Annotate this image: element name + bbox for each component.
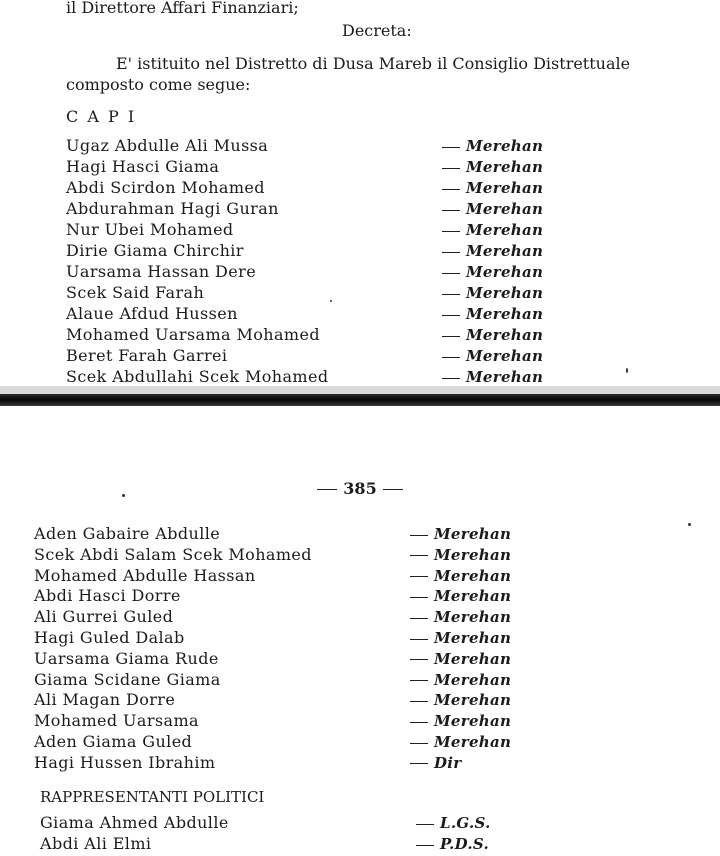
dash (442, 336, 460, 337)
dash (410, 659, 428, 660)
section-title-politici: RAPPRESENTANTI POLITICI (40, 788, 265, 806)
council-member-affiliation-label: Merehan (434, 691, 512, 710)
capi-member-affiliation (442, 157, 543, 177)
council-member-name: Giama Scidane Giama (34, 669, 221, 689)
council-member-affiliation-label: Merehan (434, 525, 512, 543)
dash (410, 535, 428, 536)
dash (442, 147, 460, 148)
council-member-affiliation (410, 732, 511, 752)
speck (122, 494, 125, 497)
council-member-name: Ali Magan Dorre (34, 690, 176, 710)
council-member-affiliation (410, 586, 511, 606)
dash (442, 210, 460, 211)
council-member-affiliation (410, 628, 511, 648)
capi-member-affiliation-label: Merehan (466, 242, 544, 260)
dash (416, 824, 434, 825)
dash (442, 294, 460, 295)
capi-member-name: Dirie Giama Chirchir (66, 241, 244, 260)
capi-member-affiliation-label: Merehan (466, 200, 544, 218)
dash (410, 576, 428, 577)
dash (410, 639, 428, 640)
political-member-affiliation-label: L.G.S. (440, 814, 491, 832)
council-member-affiliation-label: Merehan (434, 712, 512, 731)
dash (410, 743, 428, 744)
dash (442, 357, 460, 358)
capi-member-affiliation-label: Merehan (466, 221, 544, 239)
capi-member-affiliation-label: Merehan (466, 368, 544, 386)
council-member-affiliation-label: Merehan (434, 733, 512, 751)
dash (410, 680, 428, 681)
council-member-affiliation (410, 690, 511, 710)
capi-member-name: Abdi Scirdon Mohamed (66, 178, 265, 197)
capi-member-affiliation (442, 304, 543, 324)
page-number-value: 385 (343, 479, 377, 498)
council-member-name: Abdi Hasci Dorre (34, 586, 181, 606)
council-member-affiliation-label: Merehan (434, 670, 512, 689)
capi-member-affiliation-label: Merehan (466, 347, 544, 365)
political-member-name: Giama Ahmed Abdulle (40, 813, 229, 832)
capi-member-affiliation (442, 367, 543, 387)
capi-member-affiliation (442, 283, 543, 303)
council-member-affiliation (410, 753, 462, 773)
dash (442, 273, 460, 274)
dash (410, 763, 428, 764)
capi-member-affiliation (442, 178, 543, 198)
capi-member-name: Alaue Afdud Hussen (66, 304, 238, 323)
capi-member-affiliation-label: Merehan (466, 137, 544, 155)
paragraph-line-1: E' istituito nel Distretto di Dusa Mareb il Consiglio Distrettuale (116, 54, 631, 73)
page-number (0, 479, 720, 498)
council-member-name: Uarsama Giama Rude (34, 648, 219, 668)
council-member-affiliation (410, 711, 511, 731)
capi-member-name: Ugaz Abdulle Ali Mussa (66, 136, 269, 155)
council-member-affiliation-label: Merehan (434, 629, 512, 647)
political-member-affiliation (416, 834, 489, 854)
council-member-affiliation (410, 566, 511, 586)
capi-member-affiliation (442, 199, 543, 219)
speck (688, 523, 691, 526)
council-member-name: Hagi Guled Dalab (34, 628, 185, 647)
capi-member-affiliation (442, 241, 543, 261)
council-member-affiliation-label: Merehan (434, 608, 512, 627)
dash (442, 231, 460, 232)
speck (330, 300, 332, 302)
capi-member-affiliation (442, 346, 543, 366)
council-member-affiliation-label: Merehan (434, 545, 512, 564)
section-title-capi: C A P I (66, 107, 137, 126)
capi-member-name: Beret Farah Garrei (66, 346, 228, 365)
capi-member-affiliation-label: Merehan (466, 305, 544, 323)
decreta-heading: Decreta: (342, 21, 412, 40)
council-member-affiliation-label: Merehan (434, 649, 512, 668)
council-member-name: Scek Abdi Salam Scek Mohamed (34, 544, 312, 564)
political-member-affiliation (416, 813, 491, 833)
political-member-affiliation-label: P.D.S. (440, 835, 490, 853)
capi-member-affiliation (442, 325, 543, 345)
council-member-affiliation (410, 670, 511, 690)
dash (410, 701, 428, 702)
paragraph-line-2: composto come segue: (66, 75, 251, 94)
capi-member-name: Scek Abdullahi Scek Mohamed (66, 367, 329, 386)
page-break-edge (0, 394, 720, 406)
page-number-dash-left (317, 489, 337, 490)
capi-member-affiliation (442, 220, 543, 240)
council-member-name: Aden Gabaire Abdulle (34, 524, 221, 543)
council-member-name: Aden Giama Guled (34, 732, 193, 751)
dash (410, 722, 428, 723)
capi-member-affiliation-label: Merehan (466, 179, 544, 197)
capi-member-name: Hagi Hasci Giama (66, 157, 220, 176)
council-member-affiliation (410, 649, 511, 669)
dash (442, 315, 460, 316)
capi-member-affiliation-label: Merehan (466, 284, 544, 302)
capi-member-affiliation (442, 136, 543, 156)
political-member-name: Abdi Ali Elmi (40, 834, 152, 853)
dash (442, 378, 460, 379)
dash (416, 845, 434, 846)
director-line: il Direttore Affari Finanziari; (66, 0, 299, 17)
dash (442, 168, 460, 169)
dash (410, 618, 428, 619)
council-member-name: Hagi Hussen Ibrahim (34, 752, 216, 772)
council-member-affiliation-label: Dir (434, 753, 462, 772)
capi-member-affiliation-label: Merehan (466, 326, 544, 344)
capi-member-name: Mohamed Uarsama Mohamed (66, 325, 320, 344)
dash (410, 597, 428, 598)
council-member-affiliation-label: Merehan (434, 566, 512, 585)
capi-member-name: Scek Said Farah (66, 283, 205, 302)
council-member-name: Mohamed Uarsama (34, 711, 199, 731)
council-member-name: Mohamed Abdulle Hassan (34, 565, 256, 585)
speck (626, 368, 628, 373)
dash (442, 189, 460, 190)
council-member-affiliation (410, 607, 511, 627)
council-member-affiliation (410, 545, 511, 565)
dash (410, 555, 428, 556)
capi-member-affiliation-label: Merehan (466, 263, 544, 281)
council-member-affiliation-label: Merehan (434, 587, 512, 606)
capi-member-name: Abdurahman Hagi Guran (66, 199, 279, 218)
capi-member-affiliation (442, 262, 543, 282)
dash (442, 252, 460, 253)
capi-member-name: Nur Ubei Mohamed (66, 220, 234, 239)
capi-member-name: Uarsama Hassan Dere (66, 262, 257, 281)
council-member-affiliation (410, 524, 511, 544)
capi-member-affiliation-label: Merehan (466, 158, 544, 176)
page-number-dash-right (383, 489, 403, 490)
council-member-name: Ali Gurrei Guled (34, 607, 174, 627)
